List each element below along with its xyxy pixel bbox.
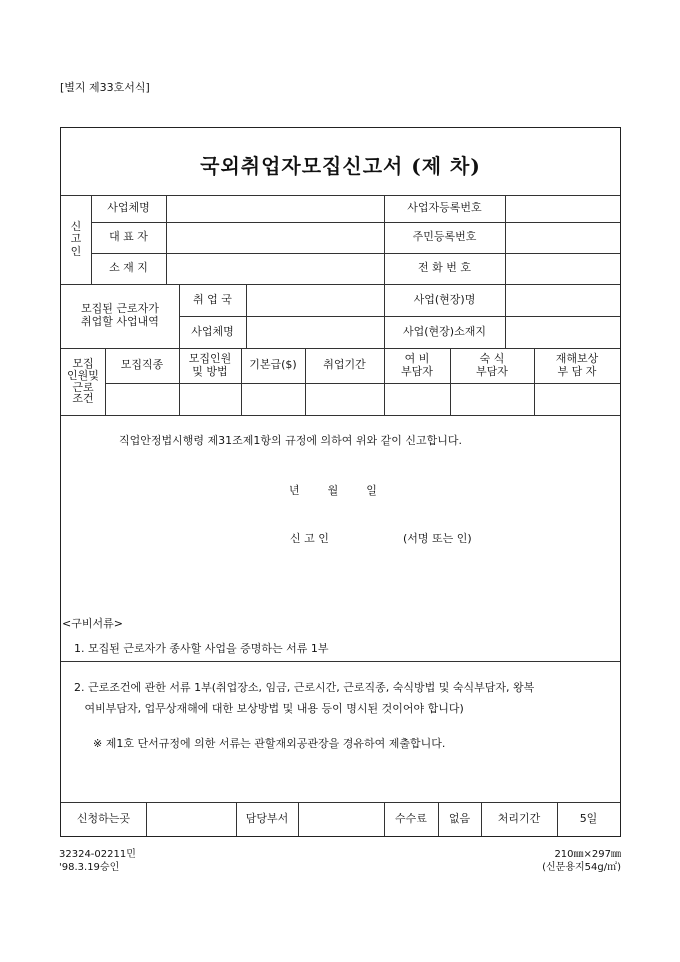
business-registration-field[interactable] bbox=[505, 195, 620, 222]
fee-value: 없음 bbox=[448, 811, 471, 825]
declaration-text: 직업안정법시행령 제31조제1항의 규정에 의하여 위와 같이 신고합니다. bbox=[119, 434, 462, 447]
processing-period-value: 5일 bbox=[579, 811, 598, 825]
site-name-label: 사업(현장)명 bbox=[413, 292, 476, 306]
job-type-field[interactable] bbox=[105, 383, 179, 415]
travel-payer-field[interactable] bbox=[384, 383, 450, 415]
business-group-label: 모집된 근로자가 취업할 사업내역 bbox=[81, 302, 159, 328]
resident-number-label: 주민등록번호 bbox=[412, 230, 477, 244]
declarant-label: 신 고 인 bbox=[290, 532, 329, 545]
declaration-date: 년 월 일 bbox=[289, 484, 377, 497]
documents-heading: <구비서류> bbox=[62, 617, 123, 630]
applicant-group-label: 신 고 인 bbox=[70, 219, 82, 258]
employment-country-field[interactable] bbox=[246, 284, 384, 316]
form-number-label: [별지 제33호서식] bbox=[60, 81, 150, 94]
employment-country-label: 취 업 국 bbox=[193, 292, 232, 306]
paper-type: (신문용지54g/㎡) bbox=[542, 862, 621, 873]
recruit-count-field[interactable] bbox=[179, 383, 241, 415]
header-lodging-payer: 숙 식 부담자 bbox=[476, 351, 508, 378]
business-name-field[interactable] bbox=[246, 316, 384, 348]
lodging-payer-field[interactable] bbox=[450, 383, 534, 415]
business-registration-label: 사업자등록번호 bbox=[407, 201, 482, 215]
department-label: 담당부서 bbox=[245, 811, 289, 825]
address-label: 소 재 지 bbox=[109, 261, 148, 275]
paper-size: 210㎜×297㎜ bbox=[554, 849, 621, 860]
form-code: 32324-02211민 bbox=[59, 849, 136, 860]
header-employment-period: 취업기간 bbox=[323, 358, 366, 372]
resident-number-field[interactable] bbox=[505, 222, 620, 253]
company-name-label: 사업체명 bbox=[107, 201, 150, 215]
approval-date: '98.3.19승인 bbox=[59, 862, 120, 873]
employment-period-field[interactable] bbox=[305, 383, 384, 415]
document-item-1: 1. 모집된 근로자가 종사할 사업을 증명하는 서류 1부 bbox=[74, 642, 329, 655]
representative-field[interactable] bbox=[166, 222, 384, 253]
documents-note: ※ 제1호 단서규정에 의한 서류는 관할재외공관장을 경유하여 제출합니다. bbox=[93, 737, 446, 750]
document-item-2: 2. 근로조건에 관한 서류 1부(취업장소, 임금, 근로시간, 근로직종, 숙식방법 및 숙식부담자, 왕복 여비부담자, 업무상재해에 대한 보상방법 및 내용 등이 명시된 것이어야 합니다) bbox=[74, 681, 535, 715]
phone-field[interactable] bbox=[505, 253, 620, 284]
conditions-group-label: 모집 인원및 근로 조건 bbox=[67, 357, 99, 406]
signature-note: (서명 또는 인) bbox=[403, 532, 472, 545]
phone-label: 전 화 번 호 bbox=[418, 261, 471, 275]
company-name-field[interactable] bbox=[166, 195, 384, 222]
base-pay-field[interactable] bbox=[241, 383, 305, 415]
header-recruit-count: 모집인원 및 방법 bbox=[188, 351, 232, 378]
representative-label: 대 표 자 bbox=[109, 230, 148, 244]
department-field[interactable] bbox=[298, 802, 384, 836]
submit-to-field[interactable] bbox=[146, 802, 236, 836]
header-job-type: 모집직종 bbox=[120, 358, 164, 372]
header-travel-payer: 여 비 부담자 bbox=[401, 351, 433, 378]
report-form bbox=[60, 127, 621, 837]
fee-label: 수수료 bbox=[395, 811, 427, 825]
header-accident-payer: 재해보상 부 담 자 bbox=[555, 351, 599, 378]
form-title: 국외취업자모집신고서 (제 차) bbox=[200, 154, 481, 178]
site-location-label: 사업(현장)소재지 bbox=[403, 324, 486, 338]
processing-period-label: 처리기간 bbox=[497, 811, 541, 825]
business-name-label: 사업체명 bbox=[191, 324, 234, 338]
accident-payer-field[interactable] bbox=[534, 383, 620, 415]
address-field[interactable] bbox=[166, 253, 384, 284]
submit-to-label: 신청하는곳 bbox=[76, 811, 131, 825]
header-base-pay: 기본급($) bbox=[249, 358, 297, 372]
site-name-field[interactable] bbox=[505, 284, 620, 316]
site-location-field[interactable] bbox=[505, 316, 620, 348]
